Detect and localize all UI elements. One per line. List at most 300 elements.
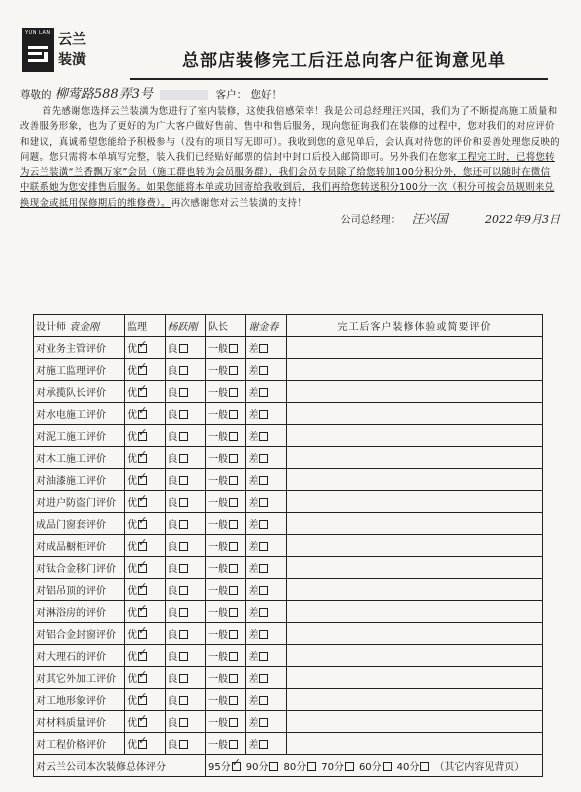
greeting-line [20,88,560,102]
score-checkbox[interactable] [269,762,278,771]
rating-label: 一般 [208,542,228,553]
remark-cell[interactable] [286,689,542,711]
rating-option[interactable] [165,711,205,733]
rating-checkbox[interactable] [229,498,238,507]
survey-row [34,579,543,601]
survey-row [34,447,543,469]
overall-score-row [34,755,543,777]
rating-label: 优 [127,696,138,707]
remark-cell[interactable] [286,557,542,579]
rating-checkbox[interactable] [138,652,147,661]
rating-checkbox[interactable] [138,498,147,507]
rating-option[interactable] [165,491,205,513]
rating-checkbox[interactable] [259,608,268,617]
rating-option[interactable] [246,579,286,601]
rating-option[interactable] [206,425,246,447]
logo-small-text: YUN LAN [25,30,51,36]
remark-cell[interactable] [286,535,542,557]
rating-option[interactable] [246,667,286,689]
rating-checkbox[interactable] [259,740,268,749]
rating-checkbox[interactable] [259,630,268,639]
score-label: 70分 [321,762,344,773]
rating-option[interactable] [125,689,165,711]
rating-option[interactable] [165,403,205,425]
logo-name-line2: 装潢 [58,52,86,68]
rating-label: 差 [248,652,259,663]
rating-option[interactable] [165,337,205,359]
survey-item-label: 对泥工施工评价 [34,425,125,447]
rating-checkbox[interactable] [179,366,188,375]
survey-row [34,425,543,447]
rating-option[interactable] [125,381,165,403]
rating-label: 优 [127,388,138,399]
rating-checkbox[interactable] [229,564,238,573]
rating-checkbox[interactable] [179,740,188,749]
rating-checkbox[interactable] [229,608,238,617]
rating-option[interactable] [165,381,205,403]
rating-option[interactable] [206,403,246,425]
survey-row [34,689,543,711]
overall-score-label: 对云兰公司本次装修总体评分 [34,755,206,777]
signature-line [20,212,560,228]
rating-checkbox[interactable] [179,388,188,397]
rating-label: 一般 [208,564,228,575]
rating-label: 良 [167,630,178,641]
rating-checkbox[interactable] [138,476,147,485]
remark-cell[interactable] [286,447,542,469]
rating-checkbox[interactable] [138,432,147,441]
remark-cell[interactable] [286,711,542,733]
score-option[interactable] [283,758,316,773]
rating-label: 良 [167,498,178,509]
rating-option[interactable] [125,359,165,381]
hello-text: 您好！ [250,89,282,101]
rating-label: 差 [248,432,259,443]
survey-item-label: 对其它外加工评价 [34,667,125,689]
rating-option[interactable] [206,667,246,689]
rating-option[interactable] [125,733,165,755]
rating-option[interactable] [125,447,165,469]
rating-checkbox[interactable] [259,674,268,683]
remark-cell[interactable] [286,513,542,535]
rating-option[interactable] [206,359,246,381]
rating-option[interactable] [125,469,165,491]
rating-checkbox[interactable] [259,366,268,375]
rating-option[interactable] [165,535,205,557]
rating-label: 一般 [208,674,228,685]
rating-checkbox[interactable] [138,410,147,419]
rating-label: 良 [167,564,178,575]
rating-option[interactable] [125,623,165,645]
rating-option[interactable] [206,623,246,645]
rating-label: 优 [127,344,138,355]
rating-checkbox[interactable] [138,674,147,683]
title-divider [130,78,548,80]
rating-checkbox[interactable] [259,520,268,529]
rating-option[interactable] [125,557,165,579]
rating-option[interactable] [165,359,205,381]
rating-label: 差 [248,344,259,355]
remark-cell[interactable] [286,491,542,513]
score-option[interactable] [397,758,430,773]
rating-label: 优 [127,674,138,685]
rating-label: 优 [127,740,138,751]
rating-label: 良 [167,542,178,553]
rating-option[interactable] [165,579,205,601]
rating-option[interactable] [206,535,246,557]
rating-label: 差 [248,718,259,729]
rating-label: 优 [127,432,138,443]
rating-label: 良 [167,366,178,377]
rating-checkbox[interactable] [179,454,188,463]
survey-item-label: 对水电施工评价 [34,403,125,425]
rating-checkbox[interactable] [138,564,147,573]
rating-checkbox[interactable] [138,630,147,639]
rating-option[interactable] [165,689,205,711]
survey-table [33,314,543,777]
rating-option[interactable] [246,733,286,755]
rating-label: 一般 [208,652,228,663]
rating-option[interactable] [206,381,246,403]
logo-name [58,30,86,70]
rating-option[interactable] [206,491,246,513]
survey-item-label: 对油漆施工评价 [34,469,125,491]
rating-option[interactable] [125,579,165,601]
rating-label: 良 [167,344,178,355]
rating-checkbox[interactable] [179,696,188,705]
survey-row [34,667,543,689]
remark-cell[interactable] [286,645,542,667]
header [0,0,581,80]
rating-option[interactable] [165,425,205,447]
score-checkbox[interactable] [420,762,429,771]
rating-option[interactable] [206,469,246,491]
rating-label: 良 [167,718,178,729]
survey-item-label: 对铝合金封窗评价 [34,623,125,645]
survey-row [34,337,543,359]
rating-checkbox[interactable] [229,366,238,375]
score-option[interactable] [321,758,354,773]
remark-cell[interactable] [286,469,542,491]
score-checkbox[interactable] [383,762,392,771]
rating-label: 良 [167,586,178,597]
rating-checkbox[interactable] [179,586,188,595]
rating-option[interactable] [165,645,205,667]
rating-option[interactable] [246,711,286,733]
survey-row [34,601,543,623]
rating-option[interactable] [165,447,205,469]
rating-option[interactable] [246,381,286,403]
survey-item-label: 对工地形象评价 [34,689,125,711]
rating-checkbox[interactable] [259,432,268,441]
remark-cell[interactable] [286,733,542,755]
rating-checkbox[interactable] [179,608,188,617]
rating-option[interactable] [125,535,165,557]
rating-option[interactable] [125,403,165,425]
rating-label: 差 [248,498,259,509]
rating-checkbox[interactable] [229,696,238,705]
rating-label: 差 [248,740,259,751]
remark-cell[interactable] [286,667,542,689]
rating-checkbox[interactable] [259,498,268,507]
score-label: 40分 [396,762,420,773]
score-option[interactable] [246,758,279,773]
designer-handwriting: 袁金刚 [69,322,100,333]
foreman-label: 队长 [206,315,246,337]
rating-option[interactable] [165,623,205,645]
rating-checkbox[interactable] [179,564,188,573]
rating-label: 优 [127,630,138,641]
rating-checkbox[interactable] [138,696,147,705]
rating-option[interactable] [246,337,286,359]
rating-option[interactable] [246,601,286,623]
survey-row [34,711,543,733]
customer-label: 客户： [215,89,248,101]
rating-label: 一般 [208,388,228,399]
rating-checkbox[interactable] [179,410,188,419]
rating-option[interactable] [246,623,286,645]
survey-item-label: 对成品橱柜评价 [34,535,125,557]
rating-option[interactable] [206,601,246,623]
rating-checkbox[interactable] [229,476,238,485]
score-checkbox[interactable] [307,762,316,771]
rating-option[interactable] [125,711,165,733]
rating-option[interactable] [206,447,246,469]
logo-symbol-icon [26,42,50,66]
survey-item-label: 对业务主管评价 [34,337,125,359]
rating-option[interactable] [246,491,286,513]
rating-checkbox[interactable] [229,630,238,639]
rating-option[interactable] [206,337,246,359]
remark-cell[interactable] [286,381,542,403]
designer-label: 设计师 袁金刚 [34,315,125,337]
rating-option[interactable] [206,513,246,535]
rating-checkbox[interactable] [138,344,147,353]
rating-option[interactable] [246,447,286,469]
rating-option[interactable] [246,469,286,491]
rating-checkbox[interactable] [179,520,188,529]
rating-option[interactable] [165,733,205,755]
rating-label: 良 [167,652,178,663]
rating-checkbox[interactable] [259,454,268,463]
rating-option[interactable] [206,733,246,755]
survey-row [34,491,543,513]
survey-row [34,557,543,579]
rating-checkbox[interactable] [259,586,268,595]
rating-label: 优 [127,410,138,421]
rating-checkbox[interactable] [229,718,238,727]
survey-row [34,535,543,557]
recipient-handwriting: 柳莺路588弄3号 [54,87,153,102]
survey-item-label: 对大理石的评价 [34,645,125,667]
survey-item-label: 对钛合金移门评价 [34,557,125,579]
rating-option[interactable] [246,403,286,425]
rating-option[interactable] [246,425,286,447]
rating-label: 差 [248,696,259,707]
rating-checkbox[interactable] [179,476,188,485]
score-option[interactable] [359,758,392,773]
supervisor-label: 监理 [125,315,165,337]
rating-checkbox[interactable] [179,652,188,661]
rating-option[interactable] [206,579,246,601]
rating-checkbox[interactable] [138,740,147,749]
rating-checkbox[interactable] [259,476,268,485]
overall-score-options [206,755,543,777]
paragraph-underlined: 工程完工时，已将您转为云兰装潢“兰香飘万家”会员（施工群也转为会员服务群），我们会员专员除了给您转加100分积分外，您还可以随时在微信中联系她为您安排售后服务。如果您能将本单或功回寄给我收到后，我们再给您转送积分100分一次（积分可按会员规则来兑换现金或抵用保修期后的维修费）。 [20,151,555,209]
rating-option[interactable] [165,601,205,623]
rating-checkbox[interactable] [179,718,188,727]
logo-name-line1: 云兰 [58,32,86,48]
remark-cell[interactable] [286,337,542,359]
rating-label: 优 [127,520,138,531]
rating-checkbox[interactable] [229,652,238,661]
rating-label: 良 [167,454,178,465]
rating-checkbox[interactable] [259,542,268,551]
rating-option[interactable] [165,513,205,535]
rating-checkbox[interactable] [179,432,188,441]
score-label: 80分 [283,762,307,773]
rating-label: 良 [167,388,178,399]
survey-item-label: 对施工监理评价 [34,359,125,381]
rating-label: 优 [127,586,138,597]
company-logo [22,28,114,78]
rating-checkbox[interactable] [229,674,238,683]
rating-checkbox[interactable] [259,410,268,419]
rating-label: 优 [127,542,138,553]
remark-cell[interactable] [286,425,542,447]
rating-label: 一般 [208,366,228,377]
rating-label: 优 [127,476,138,487]
rating-label: 一般 [208,498,228,509]
rating-checkbox[interactable] [229,432,238,441]
score-option[interactable] [208,758,241,773]
rating-label: 差 [248,674,259,685]
survey-item-label: 对淋浴房的评价 [34,601,125,623]
rating-label: 差 [248,476,259,487]
rating-checkbox[interactable] [229,388,238,397]
rating-option[interactable] [246,359,286,381]
rating-label: 差 [248,586,259,597]
rating-option[interactable] [246,645,286,667]
logo-mark [22,28,54,72]
score-checkbox[interactable] [345,762,354,771]
rating-label: 一般 [208,410,228,421]
remark-cell[interactable] [286,623,542,645]
score-checkbox[interactable] [232,762,241,771]
rating-option[interactable] [125,601,165,623]
score-label: 95分 [208,762,231,773]
rating-checkbox[interactable] [259,564,268,573]
rating-label: 一般 [208,696,228,707]
rating-label: 良 [167,674,178,685]
rating-checkbox[interactable] [138,718,147,727]
rating-checkbox[interactable] [229,344,238,353]
rating-option[interactable] [206,645,246,667]
rating-option[interactable] [246,689,286,711]
rating-option[interactable] [125,513,165,535]
rating-label: 差 [248,388,259,399]
rating-label: 一般 [208,520,228,531]
rating-checkbox[interactable] [259,344,268,353]
rating-option[interactable] [125,491,165,513]
rating-checkbox[interactable] [259,652,268,661]
rating-checkbox[interactable] [138,542,147,551]
remark-cell[interactable] [286,601,542,623]
survey-row [34,645,543,667]
rating-option[interactable] [246,557,286,579]
survey-item-label: 对木工施工评价 [34,447,125,469]
rating-option[interactable] [165,469,205,491]
date-handwriting: 2022年9月3日 [485,213,560,227]
remarks-header: 完工后客户装修体验或简要评价 [286,315,542,337]
rating-option[interactable] [206,557,246,579]
rating-checkbox[interactable] [229,740,238,749]
remark-cell[interactable] [286,579,542,601]
rating-checkbox[interactable] [179,498,188,507]
rating-checkbox[interactable] [229,520,238,529]
rating-checkbox[interactable] [138,366,147,375]
survey-item-label: 对铝吊顶的评价 [34,579,125,601]
rating-option[interactable] [246,535,286,557]
paragraph-end: 再次感谢您对云兰装潢的支持！ [170,197,308,209]
rating-checkbox[interactable] [229,410,238,419]
supervisor-handwriting: 杨跃刚 [165,315,205,337]
survey-item-label: 成品门窗套评价 [34,513,125,535]
rating-checkbox[interactable] [138,608,147,617]
score-label: 90分 [245,762,269,773]
rating-option[interactable] [125,425,165,447]
rating-label: 良 [167,608,178,619]
rating-option[interactable] [125,337,165,359]
rating-checkbox[interactable] [179,344,188,353]
rating-checkbox[interactable] [179,542,188,551]
survey-item-label: 对材料质量评价 [34,711,125,733]
remark-cell[interactable] [286,359,542,381]
rating-checkbox[interactable] [259,696,268,705]
overall-note: （其它内容见背页） [434,762,525,773]
survey-item-label: 对工程价格评价 [34,733,125,755]
rating-option[interactable] [206,711,246,733]
rating-checkbox[interactable] [259,388,268,397]
rating-option[interactable] [246,513,286,535]
rating-checkbox[interactable] [229,586,238,595]
survey-row [34,623,543,645]
rating-checkbox[interactable] [179,674,188,683]
rating-option[interactable] [165,667,205,689]
rating-checkbox[interactable] [179,630,188,639]
rating-option[interactable] [125,667,165,689]
rating-checkbox[interactable] [229,542,238,551]
rating-checkbox[interactable] [259,718,268,727]
rating-checkbox[interactable] [229,454,238,463]
rating-label: 差 [248,366,259,377]
foreman-handwriting: 谢金春 [246,315,286,337]
rating-option[interactable] [165,557,205,579]
rating-label: 良 [167,740,178,751]
survey-row [34,469,543,491]
rating-option[interactable] [206,689,246,711]
rating-option[interactable] [125,645,165,667]
paragraph-main: 首先感谢您选择云兰装潢为您进行了室内装修，这使我倍感荣幸！我是公司总经理汪兴国，我们为了不断提高施工质量和改善服务形象，也为了更好的为广大客户做好售前、售中和售后服务，现向您征询我们在装修的过程中，您对我们的对应评价和建议，真诚希望您能给予积极参与（没有的项目写无即可）。我收到您的意见单后，会认真对待您的评价和妥善处理您反映的问题。您只需将本单填写完整，装入我们已经贴好邮票的信封中封口后投入邮筒即可。另外我们在您家 [20,106,560,163]
rating-checkbox[interactable] [138,388,147,397]
rating-checkbox[interactable] [138,520,147,529]
rating-label: 良 [167,410,178,421]
rating-label: 良 [167,476,178,487]
rating-label: 一般 [208,586,228,597]
rating-checkbox[interactable] [138,454,147,463]
remark-cell[interactable] [286,403,542,425]
rating-checkbox[interactable] [138,586,147,595]
